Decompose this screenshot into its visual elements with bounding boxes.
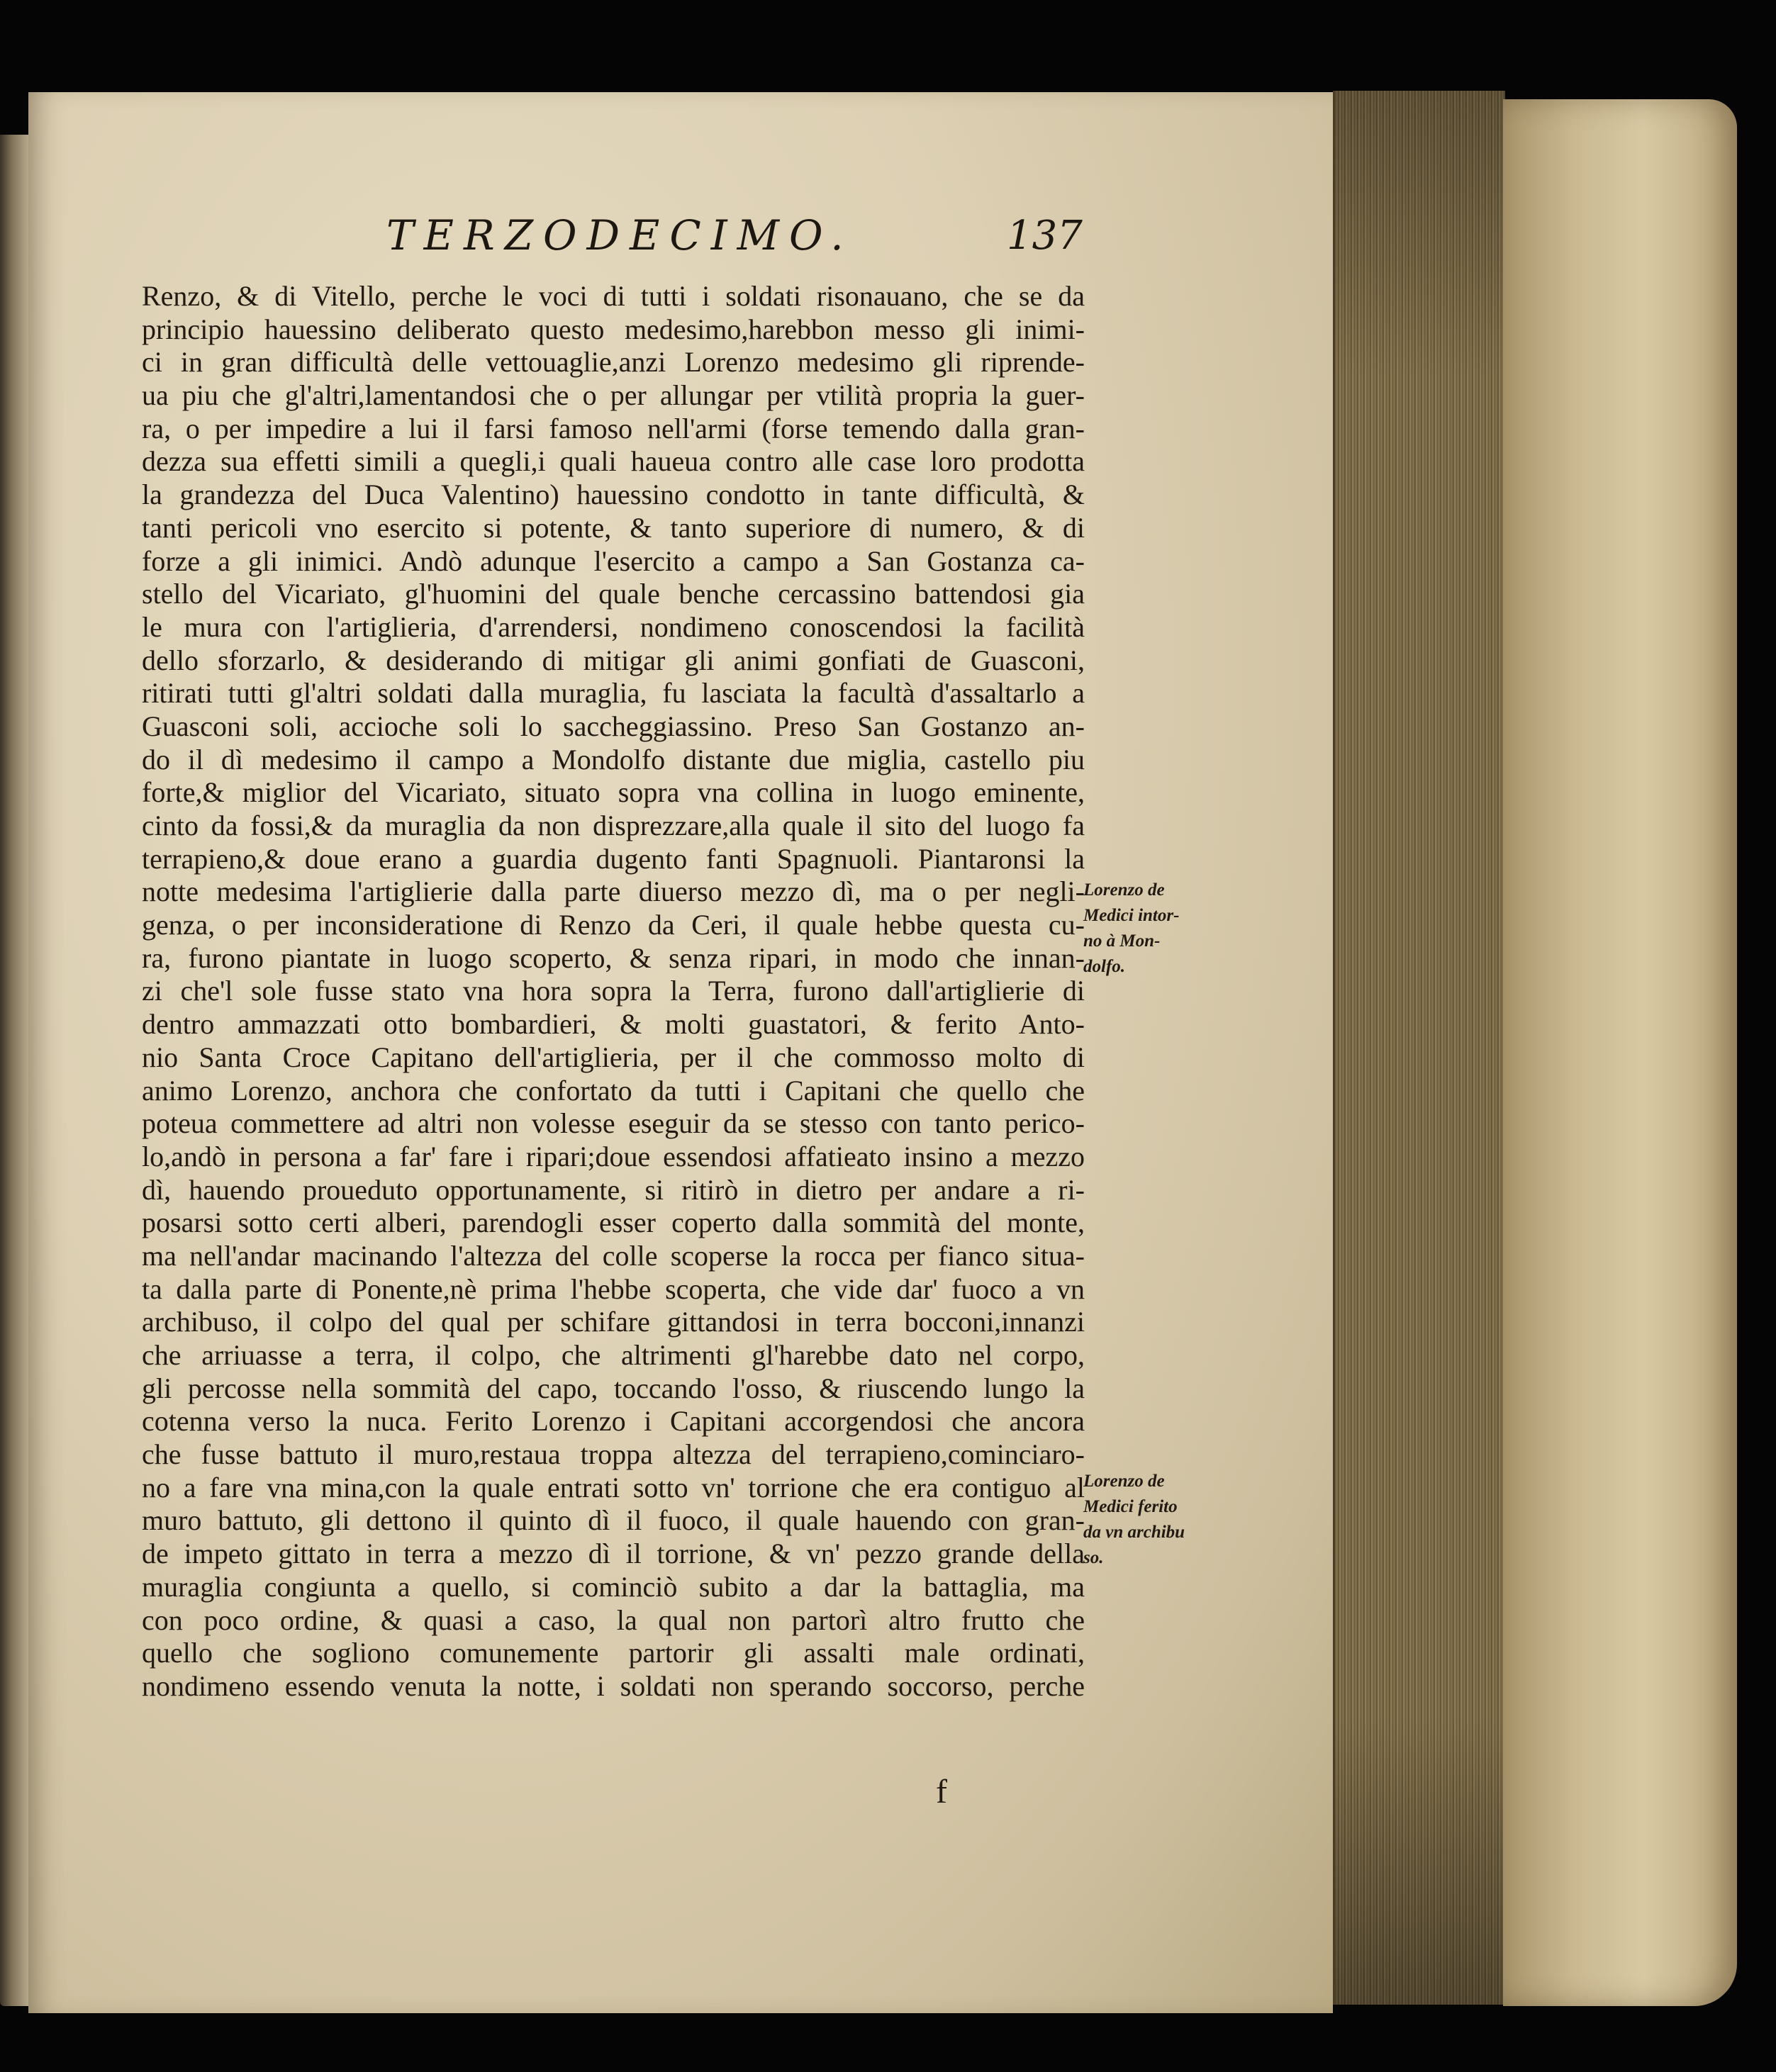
text-line: la grandezza del Duca Valentino) hauessino condotto in tante difficultà, & [142, 478, 1085, 511]
text-line: quello che sogliono comunemente partorir gli assalti male ordinati, [142, 1637, 1085, 1669]
text-line: ra, o per impedire a lui il farsi famoso nell'armi (forse temendo dalla gran- [142, 412, 1085, 444]
text-line: posarsi sotto certi alberi, parendogli esser coperto dalla sommità del monte, [142, 1206, 1085, 1239]
text-line: nondimeno essendo venuta la notte, i soldati non sperando soccorso, perche [142, 1669, 1085, 1702]
text-line: principio hauessino deliberato questo medesimo,harebbon messo gli inimi- [142, 313, 1085, 345]
text-line: archibuso, il colpo del qual per schifare gittandosi in terra bocconi,innanzi [142, 1306, 1085, 1338]
margin-note-line: so. [1083, 1548, 1104, 1567]
text-line: gli percosse nella sommità del capo, toccando l'osso, & riuscendo lungo la [142, 1372, 1085, 1404]
margin-note-ferito [1083, 1469, 1185, 1571]
body-text [142, 280, 1085, 1703]
text-line: zi che'l sole fusse stato vna hora sopra la Terra, furono dall'artiglierie di [142, 975, 1085, 1007]
text-line: lo,andò in persona a far' fare i ripari;doue essendosi affatieato insino a mezzo [142, 1140, 1085, 1172]
signature-mark: f [936, 1773, 947, 1810]
margin-note-line: no à Mon- [1083, 931, 1161, 951]
text-line: dì, hauendo proueduto opportunamente, si ritirò in dietro per andare a ri- [142, 1173, 1085, 1206]
text-line: stello del Vicariato, gl'huomini del quale benche cercassino battendosi gia [142, 578, 1085, 610]
text-line: ci in gran difficultà delle vettouaglie,anzi Lorenzo medesimo gli riprende- [142, 346, 1085, 379]
text-line: ua piu che gl'altri,lamentandosi che o per allungar per vtilità propria la guer- [142, 379, 1085, 412]
text-line: che fusse battuto il muro,restaua troppa altezza del terrapieno,cominciaro- [142, 1438, 1085, 1471]
text-line: notte medesima l'artiglierie dalla parte diuerso mezzo dì, ma o per negli- [142, 875, 1085, 908]
margin-note-line: Lorenzo de [1083, 880, 1165, 900]
text-line: che arriuasse a terra, il colpo, che altrimenti gl'harebbe dato nel corpo, [142, 1339, 1085, 1371]
vellum-cover [1503, 99, 1737, 2006]
margin-note-mondolfo [1083, 878, 1179, 980]
text-line: le mura con l'artiglieria, d'arrendersi, nondimeno conoscendosi la facilità [142, 610, 1085, 643]
text-line: muro battuto, gli dettono il quinto dì il fuoco, il quale hauendo con gran- [142, 1504, 1085, 1537]
page-fore-edge [1333, 91, 1505, 2005]
running-head: TERZODECIMO. [386, 211, 854, 259]
page-number: 137 [1007, 213, 1083, 259]
text-line: no a fare vna mina,con la quale entrati sotto vn' torrione che era contiguo al [142, 1471, 1085, 1503]
text-line: muraglia congiunta a quello, si cominciò subito a dar la battaglia, ma [142, 1570, 1085, 1603]
margin-note-line: da vn archibu [1083, 1523, 1185, 1542]
margin-note-line: dolfo. [1083, 957, 1126, 976]
text-line: ma nell'andar macinando l'altezza del colle scoperse la rocca per fianco situa- [142, 1239, 1085, 1272]
text-line: con poco ordine, & quasi a caso, la qual non partorì altro frutto che [142, 1603, 1085, 1636]
text-line: poteua commettere ad altri non volesse eseguir da se stesso con tanto perico- [142, 1107, 1085, 1140]
margin-note-line: Medici ferito [1083, 1497, 1178, 1516]
text-line: do il dì medesimo il campo a Mondolfo distante due miglia, castello piu [142, 743, 1085, 775]
text-line: dezza sua effetti simili a quegli,i quali haueua contro alle case loro prodotta [142, 445, 1085, 478]
text-line: animo Lorenzo, anchora che confortato da tutti i Capitani che quello che [142, 1074, 1085, 1107]
text-line: forze a gli inimici. Andò adunque l'esercito a campo a San Gostanza ca- [142, 544, 1085, 577]
text-line: de impeto gittato in terra a mezzo dì il torrione, & vn' pezzo grande della [142, 1538, 1085, 1570]
text-line: nio Santa Croce Capitano dell'artiglieria, per il che commosso molto di [142, 1041, 1085, 1073]
text-line: Renzo, & di Vitello, perche le voci di tutti i soldati risonauano, che se da [142, 280, 1085, 312]
text-line: forte,& miglior del Vicariato, situato sopra vna collina in luogo eminente, [142, 776, 1085, 809]
text-line: cotenna verso la nuca. Ferito Lorenzo i Capitani accorgendosi che ancora [142, 1405, 1085, 1438]
text-line: genza, o per inconsideratione di Renzo da Ceri, il quale hebbe questa cu- [142, 909, 1085, 941]
text-line: ta dalla parte di Ponente,nè prima l'hebbe scoperta, che vide dar' fuoco a vn [142, 1272, 1085, 1305]
text-line: terrapieno,& doue erano a guardia dugento fanti Spagnuoli. Piantaronsi la [142, 842, 1085, 875]
text-line: cinto da fossi,& da muraglia da non disprezzare,alla quale il sito del luogo fa [142, 810, 1085, 841]
text-line: dello sforzarlo, & desiderando di mitigar gli animi gonfiati de Guasconi, [142, 644, 1085, 676]
text-line: dentro ammazzati otto bombardieri, & molti guastatori, & ferito Anto- [142, 1008, 1085, 1041]
text-line: ra, furono piantate in luogo scoperto, & senza ripari, in modo che innan- [142, 941, 1085, 974]
text-line: Guasconi soli, accioche soli lo saccheggiassino. Preso San Gostanzo an- [142, 710, 1085, 742]
text-line: ritirati tutti gl'altri soldati dalla muraglia, fu lasciata la facultà d'assaltarlo a [142, 677, 1085, 710]
text-line: tanti pericoli vno esercito si potente, & tanto superiore di numero, & di [142, 511, 1085, 544]
margin-note-line: Lorenzo de [1083, 1472, 1165, 1491]
margin-note-line: Medici intor- [1083, 906, 1180, 925]
facing-page-edge [0, 135, 28, 2006]
